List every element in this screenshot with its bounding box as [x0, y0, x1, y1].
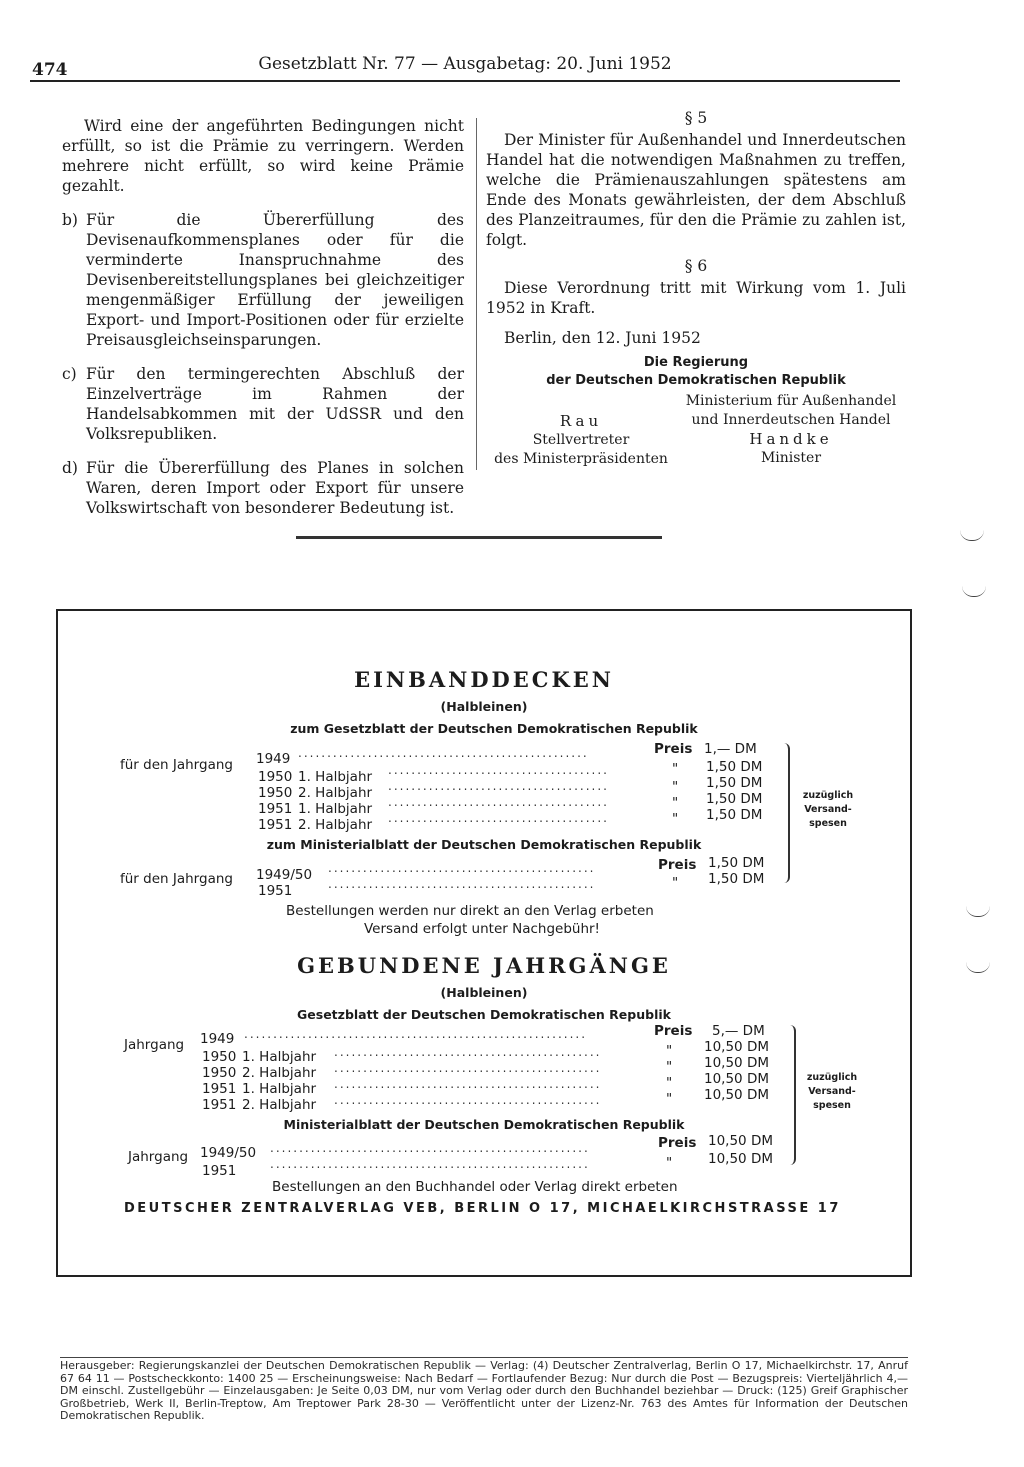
gebundene-gb-heading: Gesetzblatt der Deutschen Demokratischen Republik — [297, 1007, 671, 1022]
page-number: 474 — [32, 60, 68, 80]
list-marker: c) — [62, 365, 77, 383]
row-half: 1. Halbjahr — [298, 801, 373, 817]
row-price: 1,— DM — [704, 741, 757, 757]
page-header-title: Gesetzblatt Nr. 77 — Ausgabetag: 20. Juni 1952 — [258, 54, 672, 74]
dot-leader: .................................................. — [298, 746, 589, 760]
order-line-1: Bestellungen werden nur direkt an den Verlag erbeten — [286, 903, 654, 919]
row-half: 2. Halbjahr — [298, 817, 373, 833]
dot-leader: ........................................................... — [244, 1027, 588, 1041]
section-separator — [296, 536, 662, 539]
ditto-mark: " — [666, 1155, 673, 1171]
margin-mark — [962, 586, 986, 597]
signature-left — [486, 392, 676, 469]
publisher-notice-box — [56, 609, 912, 1277]
row-price: 10,50 DM — [704, 1071, 769, 1087]
list-text: Für den termingerechten Abschluß der Einzelverträge im Rahmen der Handelsabkommen mit der UdSSR und den Volksrepubliken. — [86, 365, 464, 443]
ditto-mark: " — [666, 1075, 673, 1091]
mb-row-price: 10,50 DM — [708, 1151, 773, 1167]
shipping-note-line: zuzüglich — [802, 790, 854, 801]
government-line-1: Die Regierung — [643, 355, 749, 370]
shipping-note-line: zuzüglich — [806, 1072, 858, 1083]
list-item-c — [62, 364, 464, 444]
row-year: 1951 — [202, 1081, 237, 1097]
gebundene-heading: GEBUNDENE JAHRGÄNGE — [297, 953, 671, 978]
list-item-b — [62, 210, 464, 350]
mb-row-price: 1,50 DM — [708, 855, 765, 871]
header-rule — [30, 80, 900, 82]
right-column — [486, 108, 906, 469]
list-text: Für die Übererfüllung des Devisenaufkommensplanes oder für die verminderte Inanspruchnahme des Devisenbereitstellungsplanes bei gleichzeitiger mengenmäßiger Erfüllung der jeweiligen Export- und Import-Positionen oder für erzielte Preisausgleichseinsparungen. — [86, 211, 464, 349]
section-5-heading: § 5 — [684, 109, 708, 127]
for-year-label: für den Jahrgang — [120, 871, 233, 887]
signature-row — [486, 392, 906, 469]
dot-leader: ...................................... — [388, 795, 609, 809]
shipping-note-line: spesen — [809, 818, 847, 829]
brace — [780, 743, 790, 883]
row-year: 1950 — [202, 1065, 237, 1081]
mb-row-price: 1,50 DM — [708, 871, 765, 887]
ditto-mark: " — [672, 761, 679, 777]
ditto-mark: " — [672, 795, 679, 811]
brace — [786, 1025, 796, 1165]
mb-row-price: 10,50 DM — [708, 1133, 773, 1149]
publisher-line: DEUTSCHER ZENTRALVERLAG VEB, BERLIN O 17, MICHAELKIRCHSTRASSE 17 — [124, 1201, 841, 1216]
signer-right-name: Handke — [749, 430, 833, 448]
list-marker: b) — [62, 211, 78, 229]
preis-label: Preis — [658, 1135, 697, 1151]
list-text: Für die Übererfüllung des Planes in solchen Waren, deren Import oder Export für unsere Volkswirtschaft von besonderer Bedeutung ist. — [86, 459, 464, 517]
order-line-2: Versand erfolgt unter Nachgebühr! — [364, 921, 600, 937]
mb-row-year: 1949/50 — [200, 1145, 257, 1161]
row-price: 1,50 DM — [706, 807, 763, 823]
mb-row-year: 1951 — [258, 883, 293, 899]
row-half: 1. Halbjahr — [242, 1049, 317, 1065]
row-half: 1. Halbjahr — [242, 1081, 317, 1097]
row-price: 1,50 DM — [706, 791, 763, 807]
row-year: 1949 — [256, 751, 291, 767]
section-6-text: Diese Verordnung tritt mit Wirkung vom 1. Juli 1952 in Kraft. — [486, 279, 906, 317]
dot-leader: .............................................. — [334, 1061, 602, 1075]
ditto-mark: " — [672, 811, 679, 827]
mb-row-year: 1951 — [202, 1163, 237, 1179]
for-year-label: für den Jahrgang — [120, 757, 233, 773]
order-line: Bestellungen an den Buchhandel oder Verlag direkt erbeten — [272, 1179, 678, 1195]
signature-right — [676, 392, 906, 469]
ditto-mark: " — [666, 1091, 673, 1107]
dot-leader: ....................................................... — [270, 1157, 590, 1171]
mb-row-year: 1949/50 — [256, 867, 313, 883]
einbanddecken-sub: (Halbleinen) — [440, 699, 528, 714]
shipping-note — [798, 789, 858, 831]
shipping-note — [802, 1071, 862, 1113]
gebundene-sub: (Halbleinen) — [440, 985, 528, 1000]
place-date: Berlin, den 12. Juni 1952 — [504, 329, 701, 347]
gebundene-mb-heading: Ministerialblatt der Deutschen Demokratischen Republik — [283, 1117, 685, 1132]
signer-right-title: Minister — [760, 450, 822, 466]
row-year: 1950 — [202, 1049, 237, 1065]
row-half: 2. Halbjahr — [242, 1065, 317, 1081]
ditto-mark: " — [666, 1059, 673, 1075]
list-item-d — [62, 458, 464, 518]
row-year: 1949 — [200, 1031, 235, 1047]
intro-paragraph: Wird eine der angeführten Bedingungen nicht erfüllt, so ist die Prämie zu verringern. Werden mehrere nicht erfüllt, so wird keine Prämie gezahlt. — [62, 117, 464, 195]
section-5-text: Der Minister für Außenhandel und Innerdeutschen Handel hat die notwendigen Maßnahmen zu treffen, welche die Prämienauszahlungen spätestens am Ende des Monats gewährleisten, der dem Abschluß des Planzeitraumes, für den die Prämie zu zahlen ist, folgt. — [486, 131, 906, 249]
dot-leader: .............................................. — [334, 1093, 602, 1107]
row-price: 1,50 DM — [706, 775, 763, 791]
dot-leader: ...................................... — [388, 779, 609, 793]
ministry-line-2: und Innerdeutschen Handel — [691, 412, 891, 428]
row-price: 10,50 DM — [704, 1055, 769, 1071]
dot-leader: .............................................. — [328, 861, 596, 875]
preis-label: Preis — [658, 857, 697, 873]
row-price: 5,— DM — [712, 1023, 765, 1039]
ministry-line-1: Ministerium für Außenhandel — [685, 393, 897, 409]
ditto-mark: " — [672, 779, 679, 795]
row-price: 1,50 DM — [706, 759, 763, 775]
dot-leader: .............................................. — [334, 1077, 602, 1091]
footer-rule — [60, 1357, 908, 1358]
margin-mark — [966, 962, 990, 973]
margin-mark — [960, 530, 984, 541]
row-half: 2. Halbjahr — [298, 785, 373, 801]
row-year: 1951 — [202, 1097, 237, 1113]
column-divider — [476, 118, 477, 470]
row-year: 1950 — [258, 769, 293, 785]
signer-left-title-1: Stellvertreter — [532, 432, 630, 448]
shipping-note-line: Versand- — [808, 1086, 856, 1097]
for-year-label: Jahrgang — [128, 1149, 189, 1165]
row-price: 10,50 DM — [704, 1087, 769, 1103]
einbanddecken-heading: EINBANDDECKEN — [354, 667, 614, 692]
einbanddecken-gb-heading: zum Gesetzblatt der Deutschen Demokratischen Republik — [290, 721, 698, 736]
row-year: 1951 — [258, 817, 293, 833]
shipping-note-line: spesen — [813, 1100, 851, 1111]
preis-label: Preis — [654, 741, 693, 757]
dot-leader: ...................................... — [388, 811, 609, 825]
dot-leader: .............................................. — [328, 877, 596, 891]
row-price: 10,50 DM — [704, 1039, 769, 1055]
einbanddecken-mb-heading: zum Ministerialblatt der Deutschen Demokratischen Republik — [266, 837, 702, 852]
row-year: 1950 — [258, 785, 293, 801]
signer-left-name: Rau — [559, 412, 603, 430]
row-year: 1951 — [258, 801, 293, 817]
row-half: 1. Halbjahr — [298, 769, 373, 785]
imprint-footer: Herausgeber: Regierungskanzlei der Deutschen Demokratischen Republik — Verlag: (4) Deutscher Zentralverlag, Berlin O 17, Michaelkirchstr. 17, Anruf 67 64 11 — Postscheckkonto: 1400 25 — Erscheinungsweise: Nach Bedarf — Fortlaufender Bezug: Nur durch die Post — Bezugspreis: Vierteljährlich 4,— DM einschl. Zustellgebühr — Einzelausgaben: Je Seite 0,03 DM, nur vom Verlag oder durch den Buchhandel beziehbar — Druck: (125) Greif Graphischer Großbetrieb, Werk II, Berlin-Treptow, Am Treptower Park 28-30 — Veröffentlicht unter der Lizenz-Nr. 763 des Amtes für Information der Deutschen Demokratischen Republik. — [60, 1359, 908, 1422]
list-marker: d) — [62, 459, 78, 477]
government-line-2: der Deutschen Demokratischen Republik — [546, 373, 846, 388]
for-year-label: Jahrgang — [124, 1037, 185, 1053]
section-6-heading: § 6 — [684, 257, 708, 275]
ditto-mark: " — [666, 1043, 673, 1059]
dot-leader: ...................................... — [388, 763, 609, 777]
dot-leader: ....................................................... — [270, 1141, 590, 1155]
preis-label: Preis — [654, 1023, 693, 1039]
shipping-note-line: Versand- — [804, 804, 852, 815]
row-half: 2. Halbjahr — [242, 1097, 317, 1113]
left-column — [62, 116, 464, 532]
margin-mark — [966, 906, 990, 917]
ditto-mark: " — [672, 875, 679, 891]
signer-left-title-2: des Ministerpräsidenten — [494, 451, 668, 467]
dot-leader: .............................................. — [334, 1045, 602, 1059]
